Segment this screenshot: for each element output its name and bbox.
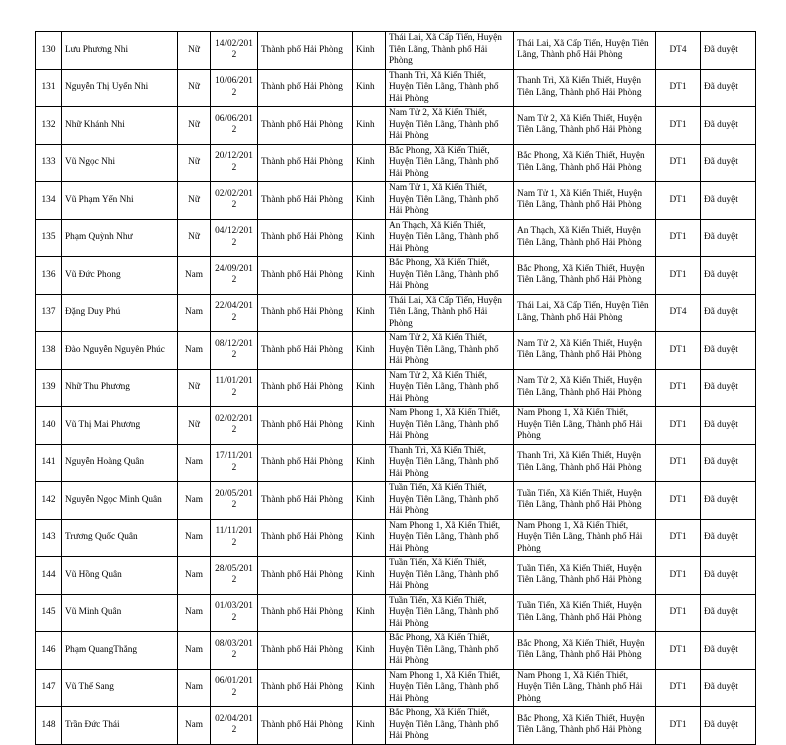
cell-priority-code: DT4 [656,32,701,70]
cell-priority-code: DT1 [656,482,701,520]
cell-date-of-birth: 14/02/2012 [211,32,258,70]
cell-index: 139 [36,369,62,407]
cell-status: Đã duyệt [701,407,756,445]
cell-birthplace: Thành phố Hải Phòng [258,182,353,220]
cell-priority-code: DT1 [656,444,701,482]
cell-status: Đã duyệt [701,594,756,632]
cell-priority-code: DT1 [656,407,701,445]
cell-current-address: Bắc Phong, Xã Kiến Thiết, Huyện Tiên Lãng, Thành phố Hải Phòng [514,707,656,745]
cell-gender: Nữ [178,69,211,107]
cell-full-name: Nhữ Thu Phương [62,369,178,407]
cell-permanent-address: Thái Lai, Xã Cấp Tiến, Huyện Tiên Lãng, Thành phố Hải Phòng [386,294,514,332]
cell-ethnicity: Kinh [353,669,386,707]
cell-permanent-address: Nam Tử 1, Xã Kiến Thiết, Huyện Tiên Lãng, Thành phố Hải Phòng [386,182,514,220]
cell-index: 132 [36,107,62,145]
table-row [36,369,756,407]
records-table [35,31,756,745]
cell-current-address: An Thạch, Xã Kiến Thiết, Huyện Tiên Lãng, Thành phố Hải Phòng [514,219,656,257]
cell-priority-code: DT1 [656,332,701,370]
cell-current-address: Thái Lai, Xã Cấp Tiến, Huyện Tiên Lãng, Thành phố Hải Phòng [514,294,656,332]
cell-status: Đã duyệt [701,257,756,295]
cell-gender: Nam [178,257,211,295]
cell-priority-code: DT1 [656,594,701,632]
cell-birthplace: Thành phố Hải Phòng [258,669,353,707]
cell-status: Đã duyệt [701,632,756,670]
cell-birthplace: Thành phố Hải Phòng [258,707,353,745]
cell-gender: Nam [178,482,211,520]
cell-date-of-birth: 02/04/2012 [211,707,258,745]
table-row [36,444,756,482]
cell-birthplace: Thành phố Hải Phòng [258,69,353,107]
cell-status: Đã duyệt [701,369,756,407]
cell-current-address: Bắc Phong, Xã Kiến Thiết, Huyện Tiên Lãng, Thành phố Hải Phòng [514,257,656,295]
cell-full-name: Phạm Quỳnh Như [62,219,178,257]
cell-full-name: Vũ Đức Phong [62,257,178,295]
cell-date-of-birth: 20/05/2012 [211,482,258,520]
cell-status: Đã duyệt [701,144,756,182]
cell-date-of-birth: 04/12/2012 [211,219,258,257]
cell-birthplace: Thành phố Hải Phòng [258,594,353,632]
cell-current-address: Tuần Tiến, Xã Kiến Thiết, Huyện Tiên Lãng, Thành phố Hải Phòng [514,594,656,632]
cell-ethnicity: Kinh [353,519,386,557]
cell-ethnicity: Kinh [353,707,386,745]
cell-index: 145 [36,594,62,632]
cell-status: Đã duyệt [701,182,756,220]
cell-gender: Nữ [178,107,211,145]
cell-full-name: Nguyễn Hoàng Quân [62,444,178,482]
cell-gender: Nam [178,707,211,745]
cell-date-of-birth: 08/03/2012 [211,632,258,670]
cell-date-of-birth: 06/01/2012 [211,669,258,707]
cell-full-name: Vũ Thế Sang [62,669,178,707]
table-row [36,519,756,557]
cell-ethnicity: Kinh [353,219,386,257]
cell-priority-code: DT1 [656,144,701,182]
cell-date-of-birth: 22/04/2012 [211,294,258,332]
cell-priority-code: DT1 [656,557,701,595]
cell-status: Đã duyệt [701,219,756,257]
cell-date-of-birth: 02/02/2012 [211,182,258,220]
cell-priority-code: DT1 [656,669,701,707]
cell-birthplace: Thành phố Hải Phòng [258,444,353,482]
cell-permanent-address: Thanh Trì, Xã Kiến Thiết, Huyện Tiên Lãng, Thành phố Hải Phòng [386,444,514,482]
cell-birthplace: Thành phố Hải Phòng [258,219,353,257]
cell-ethnicity: Kinh [353,369,386,407]
cell-full-name: Vũ Thị Mai Phương [62,407,178,445]
cell-gender: Nam [178,594,211,632]
cell-birthplace: Thành phố Hải Phòng [258,482,353,520]
cell-permanent-address: Nam Phong 1, Xã Kiến Thiết, Huyện Tiên Lãng, Thành phố Hải Phòng [386,669,514,707]
cell-current-address: Nam Phong 1, Xã Kiến Thiết, Huyện Tiên Lãng, Thành phố Hải Phòng [514,519,656,557]
cell-gender: Nam [178,632,211,670]
cell-gender: Nam [178,444,211,482]
cell-permanent-address: Bắc Phong, Xã Kiến Thiết, Huyện Tiên Lãng, Thành phố Hải Phòng [386,144,514,182]
cell-ethnicity: Kinh [353,407,386,445]
cell-ethnicity: Kinh [353,294,386,332]
cell-date-of-birth: 06/06/2012 [211,107,258,145]
table-row [36,69,756,107]
cell-permanent-address: Nam Phong 1, Xã Kiến Thiết, Huyện Tiên Lãng, Thành phố Hải Phòng [386,519,514,557]
cell-permanent-address: Tuần Tiến, Xã Kiến Thiết, Huyện Tiên Lãng, Thành phố Hải Phòng [386,482,514,520]
cell-index: 133 [36,144,62,182]
cell-ethnicity: Kinh [353,69,386,107]
cell-gender: Nữ [178,219,211,257]
cell-priority-code: DT1 [656,257,701,295]
cell-status: Đã duyệt [701,482,756,520]
cell-status: Đã duyệt [701,557,756,595]
cell-status: Đã duyệt [701,444,756,482]
cell-date-of-birth: 10/06/2012 [211,69,258,107]
cell-birthplace: Thành phố Hải Phòng [258,632,353,670]
cell-date-of-birth: 11/11/2012 [211,519,258,557]
cell-date-of-birth: 24/09/2012 [211,257,258,295]
cell-status: Đã duyệt [701,107,756,145]
cell-index: 137 [36,294,62,332]
table-row [36,182,756,220]
cell-permanent-address: Tuần Tiến, Xã Kiến Thiết, Huyện Tiên Lãng, Thành phố Hải Phòng [386,557,514,595]
cell-permanent-address: Nam Phong 1, Xã Kiến Thiết, Huyện Tiên Lãng, Thành phố Hải Phòng [386,407,514,445]
cell-index: 140 [36,407,62,445]
cell-index: 148 [36,707,62,745]
cell-priority-code: DT4 [656,294,701,332]
cell-ethnicity: Kinh [353,257,386,295]
cell-full-name: Nhữ Khánh Nhi [62,107,178,145]
cell-priority-code: DT1 [656,107,701,145]
cell-current-address: Nam Phong 1, Xã Kiến Thiết, Huyện Tiên Lãng, Thành phố Hải Phòng [514,407,656,445]
table-row [36,219,756,257]
cell-status: Đã duyệt [701,707,756,745]
records-body [36,32,756,745]
cell-status: Đã duyệt [701,69,756,107]
cell-permanent-address: Nam Tử 2, Xã Kiến Thiết, Huyện Tiên Lãng, Thành phố Hải Phòng [386,332,514,370]
cell-date-of-birth: 20/12/2012 [211,144,258,182]
cell-current-address: Bắc Phong, Xã Kiến Thiết, Huyện Tiên Lãng, Thành phố Hải Phòng [514,632,656,670]
table-row [36,294,756,332]
cell-gender: Nam [178,669,211,707]
cell-full-name: Lưu Phương Nhi [62,32,178,70]
cell-permanent-address: Thái Lai, Xã Cấp Tiến, Huyện Tiên Lãng, Thành phố Hải Phòng [386,32,514,70]
cell-full-name: Đặng Duy Phú [62,294,178,332]
cell-priority-code: DT1 [656,182,701,220]
cell-ethnicity: Kinh [353,32,386,70]
cell-ethnicity: Kinh [353,594,386,632]
cell-status: Đã duyệt [701,32,756,70]
cell-birthplace: Thành phố Hải Phòng [258,294,353,332]
cell-current-address: Thanh Trì, Xã Kiến Thiết, Huyện Tiên Lãng, Thành phố Hải Phòng [514,444,656,482]
cell-gender: Nữ [178,369,211,407]
cell-index: 138 [36,332,62,370]
cell-index: 134 [36,182,62,220]
cell-full-name: Vũ Ngọc Nhi [62,144,178,182]
cell-date-of-birth: 01/03/2012 [211,594,258,632]
cell-permanent-address: Bắc Phong, Xã Kiến Thiết, Huyện Tiên Lãng, Thành phố Hải Phòng [386,632,514,670]
cell-permanent-address: Bắc Phong, Xã Kiến Thiết, Huyện Tiên Lãng, Thành phố Hải Phòng [386,707,514,745]
cell-priority-code: DT1 [656,69,701,107]
cell-birthplace: Thành phố Hải Phòng [258,257,353,295]
cell-gender: Nữ [178,407,211,445]
table-row [36,407,756,445]
table-row [36,107,756,145]
cell-ethnicity: Kinh [353,444,386,482]
cell-permanent-address: Tuần Tiến, Xã Kiến Thiết, Huyện Tiên Lãng, Thành phố Hải Phòng [386,594,514,632]
cell-current-address: Tuần Tiến, Xã Kiến Thiết, Huyện Tiên Lãng, Thành phố Hải Phòng [514,482,656,520]
cell-ethnicity: Kinh [353,332,386,370]
cell-date-of-birth: 02/02/2012 [211,407,258,445]
cell-full-name: Nguyễn Ngọc Minh Quân [62,482,178,520]
cell-status: Đã duyệt [701,669,756,707]
cell-permanent-address: Nam Tử 2, Xã Kiến Thiết, Huyện Tiên Lãng, Thành phố Hải Phòng [386,107,514,145]
cell-gender: Nữ [178,182,211,220]
cell-birthplace: Thành phố Hải Phòng [258,144,353,182]
cell-gender: Nam [178,294,211,332]
cell-status: Đã duyệt [701,332,756,370]
cell-date-of-birth: 28/05/2012 [211,557,258,595]
cell-gender: Nam [178,519,211,557]
cell-index: 135 [36,219,62,257]
cell-current-address: Thái Lai, Xã Cấp Tiến, Huyện Tiên Lãng, Thành phố Hải Phòng [514,32,656,70]
cell-full-name: Vũ Hồng Quân [62,557,178,595]
cell-date-of-birth: 08/12/2012 [211,332,258,370]
cell-birthplace: Thành phố Hải Phòng [258,519,353,557]
cell-status: Đã duyệt [701,294,756,332]
cell-gender: Nam [178,557,211,595]
table-row [36,669,756,707]
cell-index: 141 [36,444,62,482]
table-row [36,557,756,595]
cell-ethnicity: Kinh [353,557,386,595]
cell-permanent-address: Nam Tử 2, Xã Kiến Thiết, Huyện Tiên Lãng, Thành phố Hải Phòng [386,369,514,407]
cell-permanent-address: An Thạch, Xã Kiến Thiết, Huyện Tiên Lãng, Thành phố Hải Phòng [386,219,514,257]
table-row [36,594,756,632]
cell-index: 144 [36,557,62,595]
cell-current-address: Bắc Phong, Xã Kiến Thiết, Huyện Tiên Lãng, Thành phố Hải Phòng [514,144,656,182]
cell-full-name: Trương Quốc Quân [62,519,178,557]
cell-birthplace: Thành phố Hải Phòng [258,32,353,70]
cell-birthplace: Thành phố Hải Phòng [258,332,353,370]
cell-current-address: Nam Tử 2, Xã Kiến Thiết, Huyện Tiên Lãng, Thành phố Hải Phòng [514,107,656,145]
cell-index: 143 [36,519,62,557]
cell-current-address: Tuần Tiến, Xã Kiến Thiết, Huyện Tiên Lãng, Thành phố Hải Phòng [514,557,656,595]
cell-status: Đã duyệt [701,519,756,557]
cell-ethnicity: Kinh [353,632,386,670]
cell-priority-code: DT1 [656,519,701,557]
cell-ethnicity: Kinh [353,482,386,520]
cell-priority-code: DT1 [656,632,701,670]
table-row [36,144,756,182]
cell-gender: Nữ [178,32,211,70]
cell-birthplace: Thành phố Hải Phòng [258,107,353,145]
cell-current-address: Nam Tử 2, Xã Kiến Thiết, Huyện Tiên Lãng, Thành phố Hải Phòng [514,332,656,370]
cell-birthplace: Thành phố Hải Phòng [258,407,353,445]
cell-date-of-birth: 11/01/2012 [211,369,258,407]
cell-current-address: Nam Tử 1, Xã Kiến Thiết, Huyện Tiên Lãng, Thành phố Hải Phòng [514,182,656,220]
cell-index: 146 [36,632,62,670]
table-row [36,707,756,745]
cell-full-name: Trần Đức Thái [62,707,178,745]
cell-index: 147 [36,669,62,707]
cell-current-address: Nam Phong 1, Xã Kiến Thiết, Huyện Tiên Lãng, Thành phố Hải Phòng [514,669,656,707]
cell-date-of-birth: 17/11/2012 [211,444,258,482]
cell-gender: Nam [178,332,211,370]
table-row [36,32,756,70]
cell-ethnicity: Kinh [353,144,386,182]
cell-priority-code: DT1 [656,707,701,745]
cell-full-name: Nguyễn Thị Uyển Nhi [62,69,178,107]
cell-current-address: Nam Tử 2, Xã Kiến Thiết, Huyện Tiên Lãng, Thành phố Hải Phòng [514,369,656,407]
cell-ethnicity: Kinh [353,107,386,145]
cell-gender: Nữ [178,144,211,182]
cell-full-name: Vũ Minh Quân [62,594,178,632]
cell-birthplace: Thành phố Hải Phòng [258,557,353,595]
table-row [36,482,756,520]
cell-ethnicity: Kinh [353,182,386,220]
table-row [36,632,756,670]
cell-permanent-address: Thanh Trì, Xã Kiến Thiết, Huyện Tiên Lãng, Thành phố Hải Phòng [386,69,514,107]
cell-permanent-address: Bắc Phong, Xã Kiến Thiết, Huyện Tiên Lãng, Thành phố Hải Phòng [386,257,514,295]
cell-full-name: Đào Nguyễn Nguyên Phúc [62,332,178,370]
cell-index: 131 [36,69,62,107]
cell-index: 142 [36,482,62,520]
cell-birthplace: Thành phố Hải Phòng [258,369,353,407]
cell-index: 136 [36,257,62,295]
cell-priority-code: DT1 [656,219,701,257]
cell-index: 130 [36,32,62,70]
table-row [36,257,756,295]
cell-full-name: Phạm QuangThắng [62,632,178,670]
cell-current-address: Thanh Trì, Xã Kiến Thiết, Huyện Tiên Lãng, Thành phố Hải Phòng [514,69,656,107]
table-row [36,332,756,370]
cell-priority-code: DT1 [656,369,701,407]
cell-full-name: Vũ Phạm Yến Nhi [62,182,178,220]
